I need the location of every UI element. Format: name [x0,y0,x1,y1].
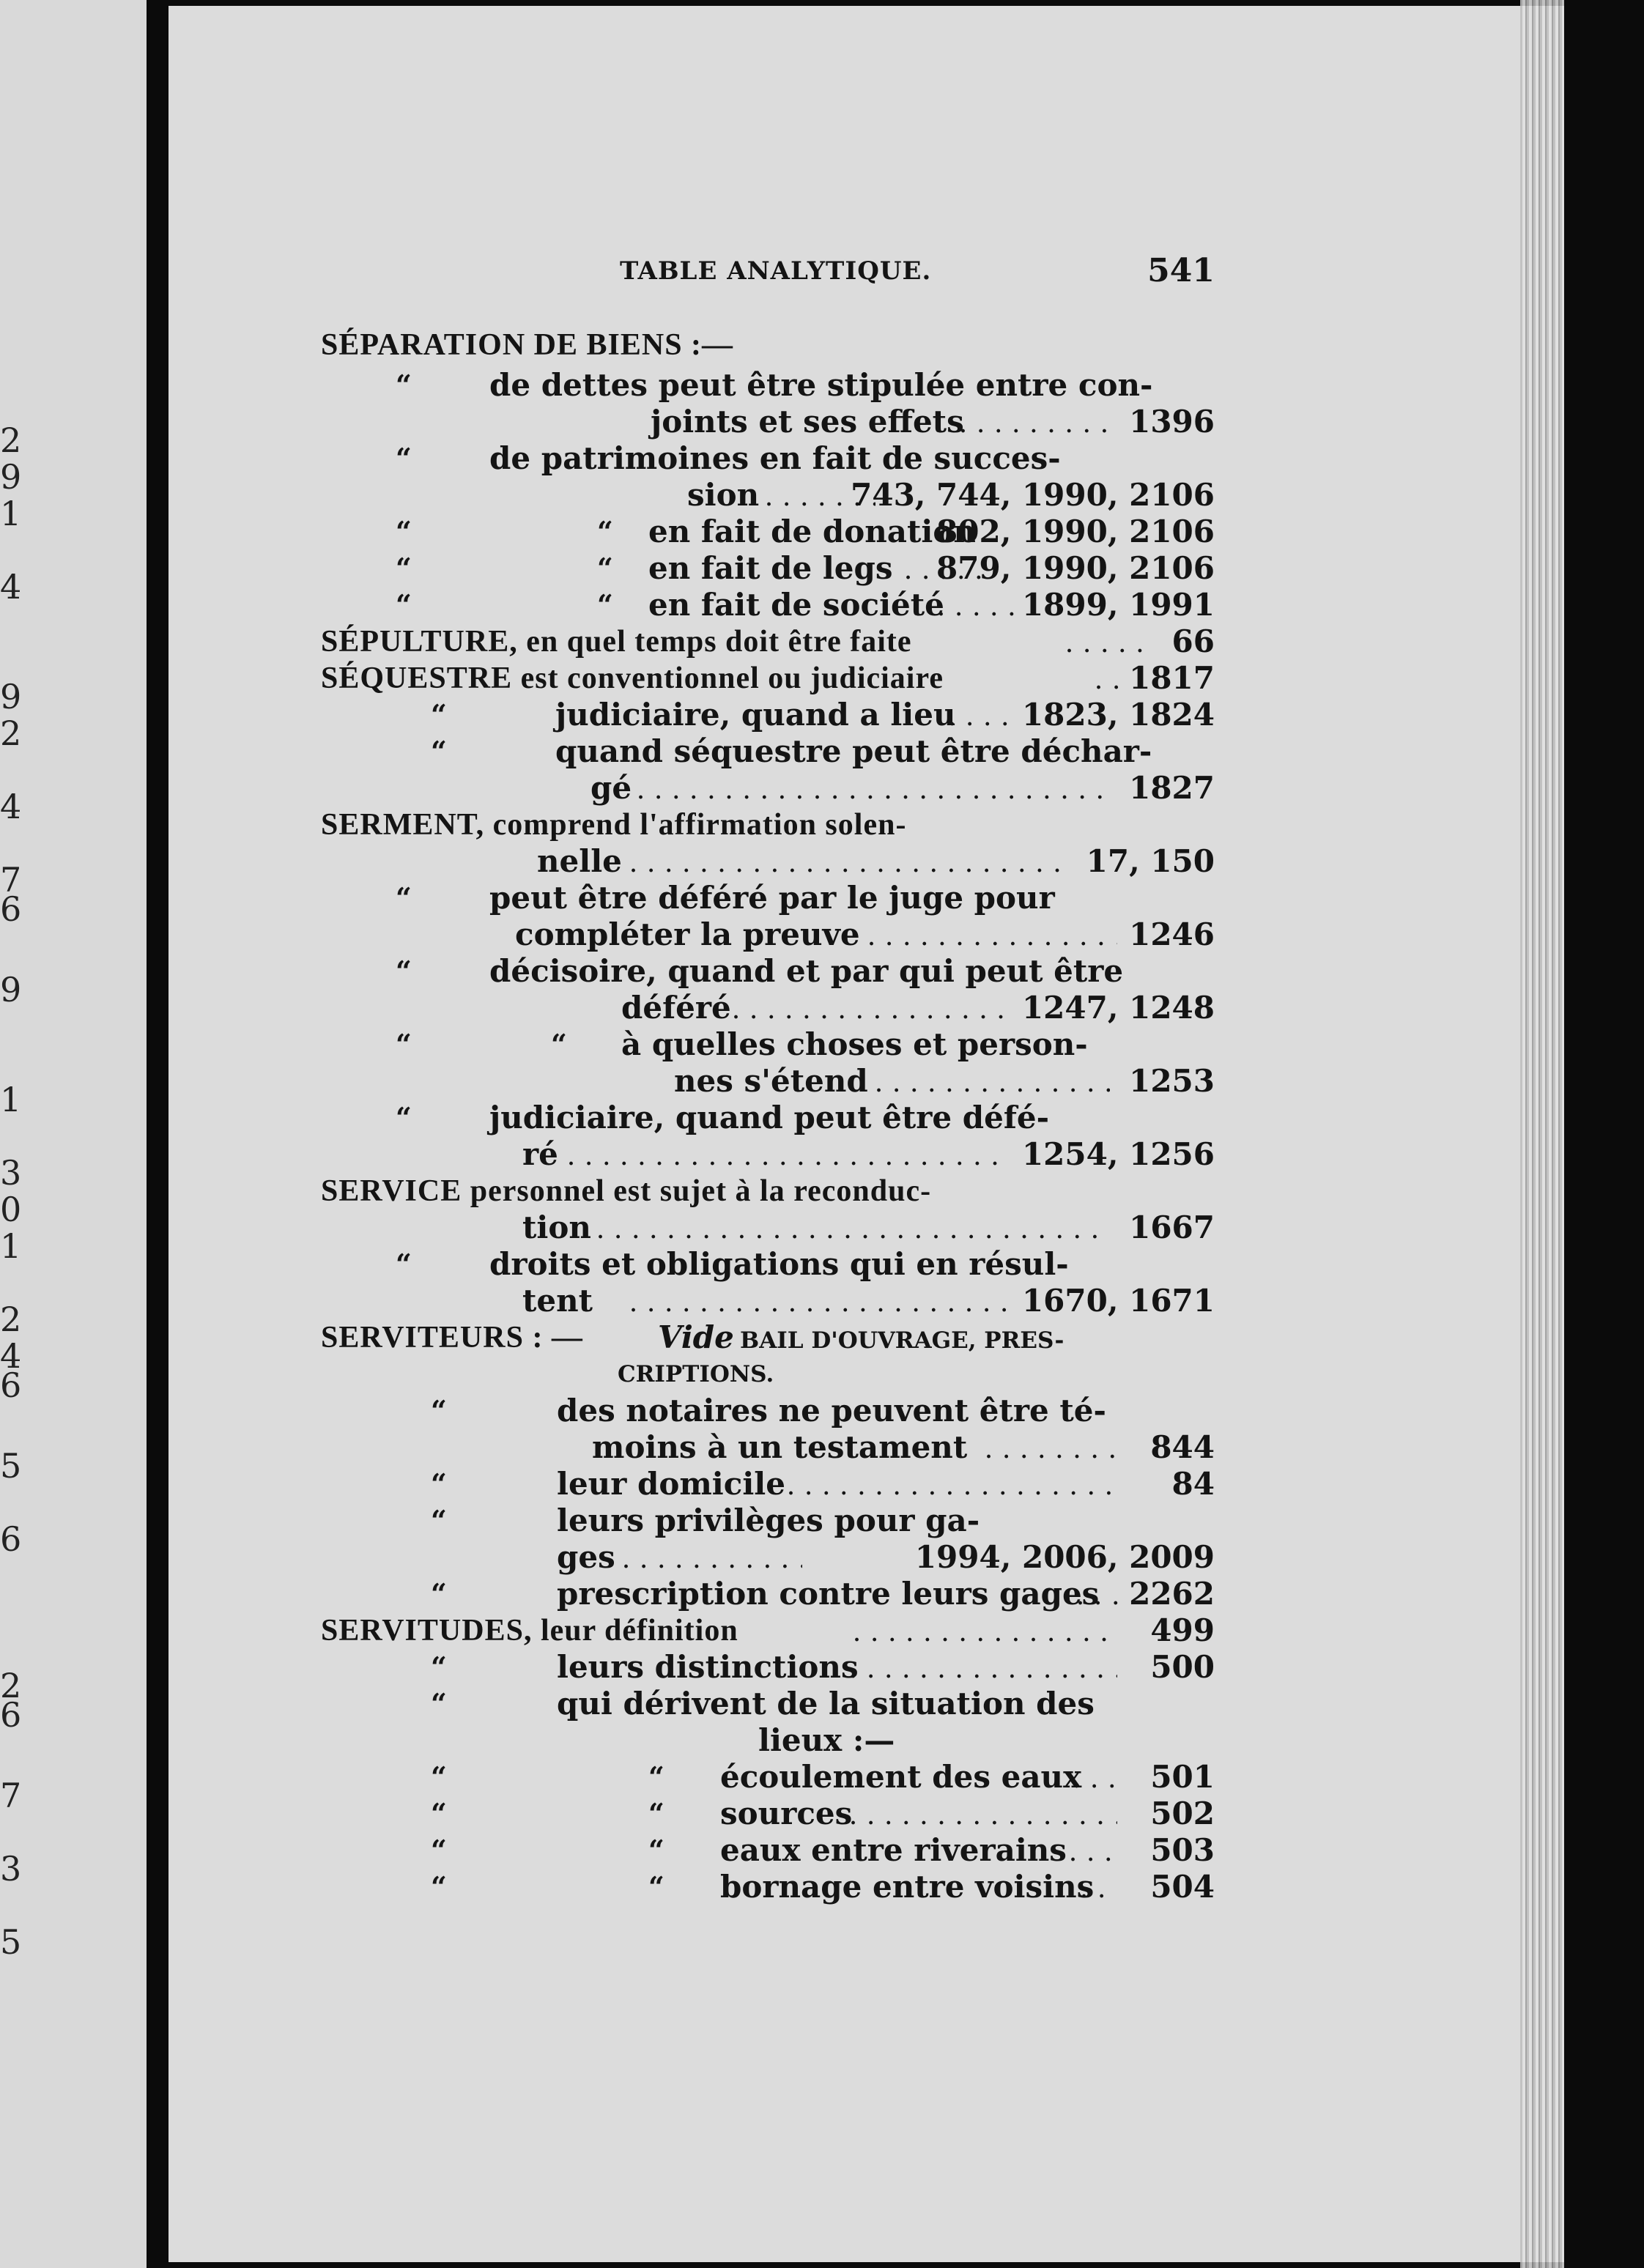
vide-label: Vide [658,1319,734,1355]
index-entry [0,879,1644,917]
ditto-mark: “ [597,515,613,548]
entry-reference: 17, 150 [1086,843,1215,879]
margin-digit: 2 [0,714,22,753]
index-entry [0,440,1644,478]
index-entry [0,1282,1644,1320]
ditto-mark: “ [396,552,412,585]
entry-reference: 802, 1990, 2106 [936,514,1215,549]
margin-digit: 7 [0,860,22,900]
index-entry [0,366,1644,404]
index-entry [0,1722,1644,1760]
entry-reference: 1823, 1824 [1021,697,1215,733]
entry-text: SERVITUDES, leur définition [321,1614,738,1648]
index-entry [0,1209,1644,1247]
entry-reference: 1670, 1671 [1021,1283,1215,1319]
index-heading [0,1319,1644,1357]
ditto-mark: “ [431,1650,447,1683]
entry-text: leurs distinctions [557,1649,859,1685]
entry-text: sources [720,1796,853,1831]
running-title: TABLE ANALYTIQUE. [620,256,932,286]
entry-text: peut être déféré par le juge pour [489,880,1055,916]
entry-text: écoulement des eaux [720,1759,1082,1795]
entry-text: joints et ses effets [651,404,964,440]
entry-text: en fait de donation [648,514,976,549]
margin-digit: 3 [0,1849,22,1889]
index-heading [0,1172,1644,1210]
ditto-mark: “ [648,1797,664,1830]
entry-text: déféré [621,990,731,1026]
ditto-mark: “ [431,1577,447,1610]
entry-reference: 1246 [1129,916,1215,952]
entry-text: SÉPULTURE, en quel temps doit être faite [321,625,912,659]
entry-text: ré [522,1136,558,1172]
index-entry [0,916,1644,954]
entry-text: leur domicile [557,1466,785,1502]
ditto-mark: “ [396,1028,412,1061]
entry-text: gé [590,770,632,806]
entry-reference: 1396 [1129,404,1215,440]
entry-text: leurs privilèges pour ga- [557,1502,980,1538]
entry-text: des notaires ne peuvent être té- [557,1393,1106,1428]
ditto-mark: “ [431,698,447,731]
entry-reference: 1827 [1129,770,1215,806]
entry-reference: 84 [1171,1466,1215,1502]
dot-leader [1081,1868,1117,1911]
ditto-mark: “ [648,1870,664,1903]
margin-digit: 6 [0,1519,22,1559]
index-entry [0,1465,1644,1503]
index-entry [0,769,1644,807]
entry-text: de dettes peut être stipulée entre con- [489,367,1153,403]
margin-digit: 1 [0,1080,22,1119]
index-entry [0,952,1644,990]
index-entry [0,1575,1644,1613]
ditto-mark: “ [396,515,412,548]
entry-reference: 743, 744, 1990, 2106 [851,477,1215,513]
ditto-mark: “ [396,1101,412,1134]
entry-reference: 879, 1990, 2106 [936,550,1215,586]
ditto-mark: “ [431,735,447,768]
index-entry [0,586,1644,624]
entry-text: CRIPTIONS. [618,1361,774,1387]
margin-digit: 6 [0,1365,22,1405]
index-entry [0,989,1644,1027]
index-entry [0,476,1644,514]
entry-text: nelle [537,843,622,879]
entry-reference: 500 [1150,1649,1215,1685]
entry-reference: 504 [1150,1869,1215,1905]
ditto-mark: “ [396,368,412,401]
margin-digit: 4 [0,567,22,607]
index-entry [0,1355,1644,1393]
ditto-mark: “ [431,1687,447,1720]
entry-text: en fait de legs [648,550,893,586]
entry-text: sion [687,477,760,513]
entry-reference: 1667 [1129,1209,1215,1245]
entry-text: SERVITEURS : — [321,1321,583,1354]
entry-text: à quelles choses et person- [621,1026,1088,1062]
index-entry [0,1062,1644,1100]
ditto-mark: “ [396,588,412,621]
index-entry [0,1795,1644,1833]
ditto-mark: “ [431,1870,447,1903]
entry-reference: 2262 [1129,1576,1215,1612]
entry-text: tion [522,1209,591,1245]
entry-reference: 503 [1150,1832,1215,1868]
index-entry [0,1685,1644,1723]
index-entry [0,403,1644,441]
entry-text: moins à un testament [592,1429,968,1465]
entry-reference: 1253 [1129,1063,1215,1099]
index-entry [0,1538,1644,1576]
ditto-mark: “ [597,588,613,621]
index-entry [0,733,1644,771]
entry-reference: 1994, 2006, 2009 [914,1539,1215,1575]
margin-digit: 9 [0,970,22,1009]
index-heading [0,1612,1644,1650]
ditto-mark: “ [396,442,412,475]
entry-text: de patrimoines en fait de succes- [489,440,1061,476]
margin-digit: 2 [0,1300,22,1339]
entry-reference: 66 [1171,623,1215,659]
ditto-mark: “ [597,552,613,585]
index-heading [0,806,1644,844]
entry-text: eaux entre riverains [720,1832,1067,1868]
margin-digit: 1 [0,1226,22,1266]
entry-text: bornage entre voisins [720,1869,1095,1905]
entry-text: ges [557,1539,615,1575]
index-entry [0,1026,1644,1064]
entry-text: judiciaire, quand peut être défé- [489,1100,1050,1135]
entry-reference: 1817 [1129,660,1215,696]
entry-text: décisoire, quand et par qui peut être [489,953,1124,989]
entry-reference: 501 [1150,1759,1215,1795]
index-entry [0,1392,1644,1430]
index-entry [0,1245,1644,1283]
index-entry [0,1831,1644,1869]
index-entry [0,842,1644,881]
entry-text: SÉPARATION DE BIENS :— [321,328,734,362]
cross-reference [740,1319,1064,1360]
index-entry [0,1135,1644,1174]
entry-reference: 1899, 1991 [1021,587,1215,623]
ditto-mark: “ [431,1797,447,1830]
index-entry [0,513,1644,551]
index-heading [0,326,1644,364]
index-heading [0,623,1644,661]
ditto-mark: “ [431,1834,447,1867]
index-entry [0,1099,1644,1137]
entry-text: judiciaire, quand a lieu [555,697,956,733]
entry-reference: 1247, 1248 [1021,990,1215,1026]
entry-text: en fait de société [648,587,944,623]
entry-text: compléter la preuve [515,916,860,952]
entry-reference: 499 [1150,1612,1215,1648]
margin-digit: 6 [0,1695,22,1735]
margin-digit: 0 [0,1190,22,1229]
entry-text: SERVICE personnel est sujet à la reconduc- [321,1174,932,1208]
margin-digit: 9 [0,457,22,497]
ditto-mark: “ [431,1394,447,1427]
margin-digit: 6 [0,889,22,929]
entry-text: SERMENT, comprend l'affirmation solen- [321,808,907,842]
entry-text: tent [522,1283,593,1319]
ditto-mark: “ [396,1248,412,1281]
entry-text: nes s'étend [674,1063,868,1099]
entry-reference: 1254, 1256 [1021,1136,1215,1172]
ditto-mark: “ [396,955,412,987]
index-entry [0,1502,1644,1540]
margin-digit: 1 [0,494,22,533]
entry-text: prescription contre leurs gages [557,1576,1100,1612]
entry-text: lieux :— [758,1722,895,1758]
entry-text: quand séquestre peut être déchar- [555,733,1152,769]
index-entry [0,1428,1644,1467]
entry-reference: 502 [1150,1796,1215,1831]
ditto-mark: “ [648,1760,664,1793]
entry-reference: 844 [1150,1429,1215,1465]
index-entry [0,1868,1644,1906]
index-heading [0,659,1644,697]
ditto-mark: “ [648,1834,664,1867]
page-number: 541 [1147,252,1215,289]
margin-digit: 5 [0,1922,22,1962]
index-entry [0,1648,1644,1686]
ditto-mark: “ [431,1467,447,1500]
index-entry [0,696,1644,734]
index-entry [0,549,1644,588]
index-entry [0,1758,1644,1796]
ditto-mark: “ [396,881,412,914]
entry-text: qui dérivent de la situation des [557,1686,1095,1722]
margin-digit: 2 [0,420,22,460]
margin-digit: 2 [0,1666,22,1705]
margin-digit: 5 [0,1446,22,1486]
see-also-target: BAIL D'OUVRAGE, PRES- [740,1327,1064,1354]
margin-digit: 4 [0,1336,22,1376]
ditto-mark: “ [431,1504,447,1537]
running-header [0,252,1644,300]
margin-digit: 9 [0,677,22,716]
margin-digit: 4 [0,787,22,826]
ditto-mark: “ [551,1028,567,1061]
margin-digit: 7 [0,1776,22,1815]
entry-text: SÉQUESTRE est conventionnel ou judiciaire [321,662,944,695]
entry-text: droits et obligations qui en résul- [489,1246,1069,1282]
ditto-mark: “ [431,1760,447,1793]
margin-digit: 3 [0,1153,22,1193]
